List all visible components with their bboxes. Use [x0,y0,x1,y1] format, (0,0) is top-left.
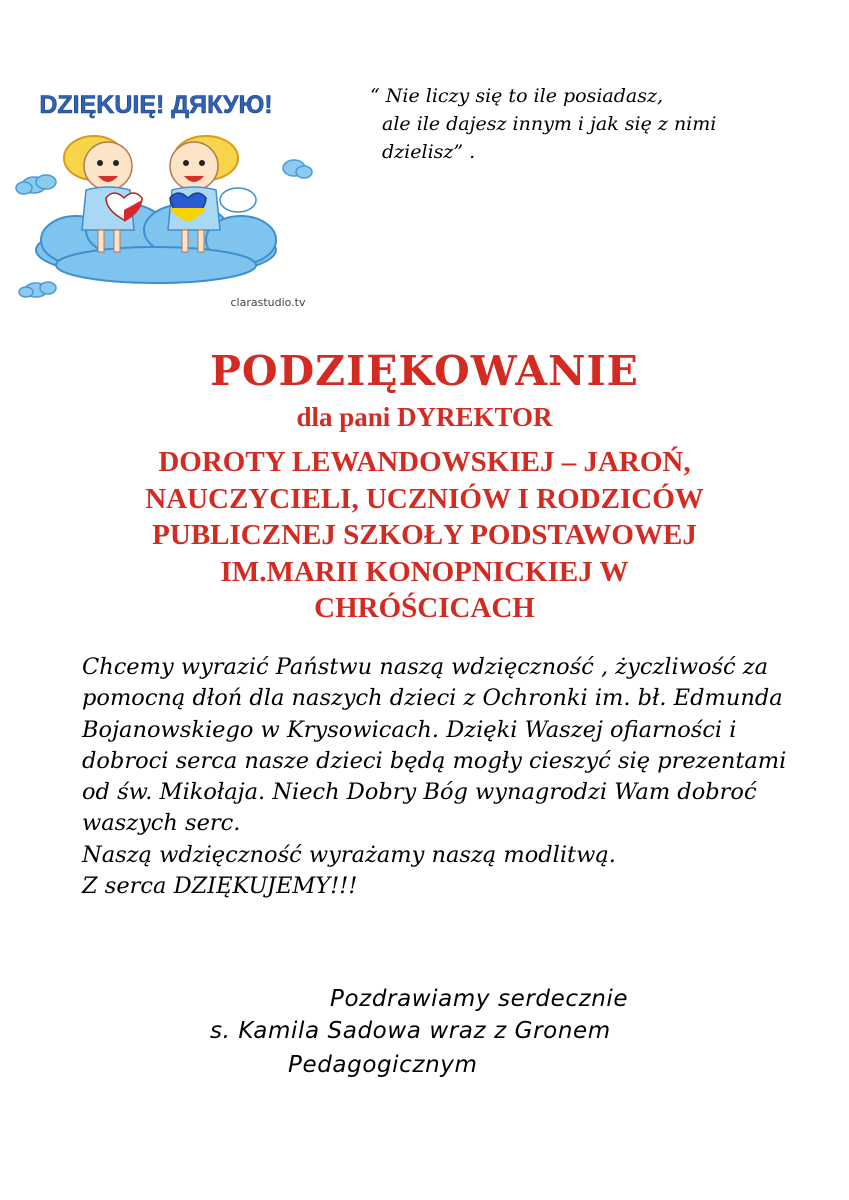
message-line: Bojanowskiego w Krysowicach. Dzięki Waszej ofiarności i [82,716,737,743]
message-line: Naszą wdzięczność wyrażamy naszą modlitwą. [82,841,616,868]
subtitle: dla pani DYREKTOR [296,402,553,432]
recipient-line: CHRÓŚCICACH [314,592,535,624]
thank-you-clipart [6,80,316,314]
recipient-line: NAUCZYCIELI, UCZNIÓW I RODZICÓW [145,482,704,515]
clipart-banner-text: DZIĘKUIĘ! ДЯКУЮ! [39,91,273,119]
quote-line: ale ile dajesz innym i jak się z nimi [382,113,717,135]
message-line: dobroci serca nasze dzieci będą mogły cieszyć się prezentami [82,747,787,774]
recipient-line: PUBLICZNEJ SZKOŁY PODSTAWOWEJ [152,519,697,551]
recipients-block [40,444,809,627]
small-cloud-left-bottom-icon [19,282,56,297]
recipient-line: DOROTY LEWANDOWSKIEJ – JAROŃ, [158,446,691,478]
small-cloud-left-icon [16,175,56,194]
greeting: Pozdrawiamy serdecznie [330,986,629,1012]
page-title: PODZIĘKOWANIE [210,347,639,395]
big-cloud-icon [36,204,276,283]
clipart-credit: clarastudio.tv [230,296,306,309]
signature-line: s. Kamila Sadowa wraz z Gronem [210,1018,611,1044]
message-line: pomocną dłoń dla naszych dzieci z Ochronki im. bł. Edmunda [82,685,783,712]
message-line: waszych serc. [82,810,241,837]
message-line: Chcemy wyrazić Państwu naszą wdzięczność , życzliwość za [82,654,769,680]
motto-quote [370,82,790,166]
thank-you-message [82,652,802,902]
quote-line: “ Nie liczy się to ile posiadasz, [370,85,664,107]
message-line: od św. Mikołaja. Niech Dobry Bóg wynagrodzi Wam dobroć [82,779,757,806]
message-line: Z serca DZIĘKUJEMY!!! [82,873,358,900]
quote-line: dzielisz” . [382,141,476,163]
signature-line: Pedagogicznym [288,1052,478,1078]
recipient-line: IM.MARII KONOPNICKIEJ W [220,555,629,588]
small-cloud-right-icon [283,160,312,178]
